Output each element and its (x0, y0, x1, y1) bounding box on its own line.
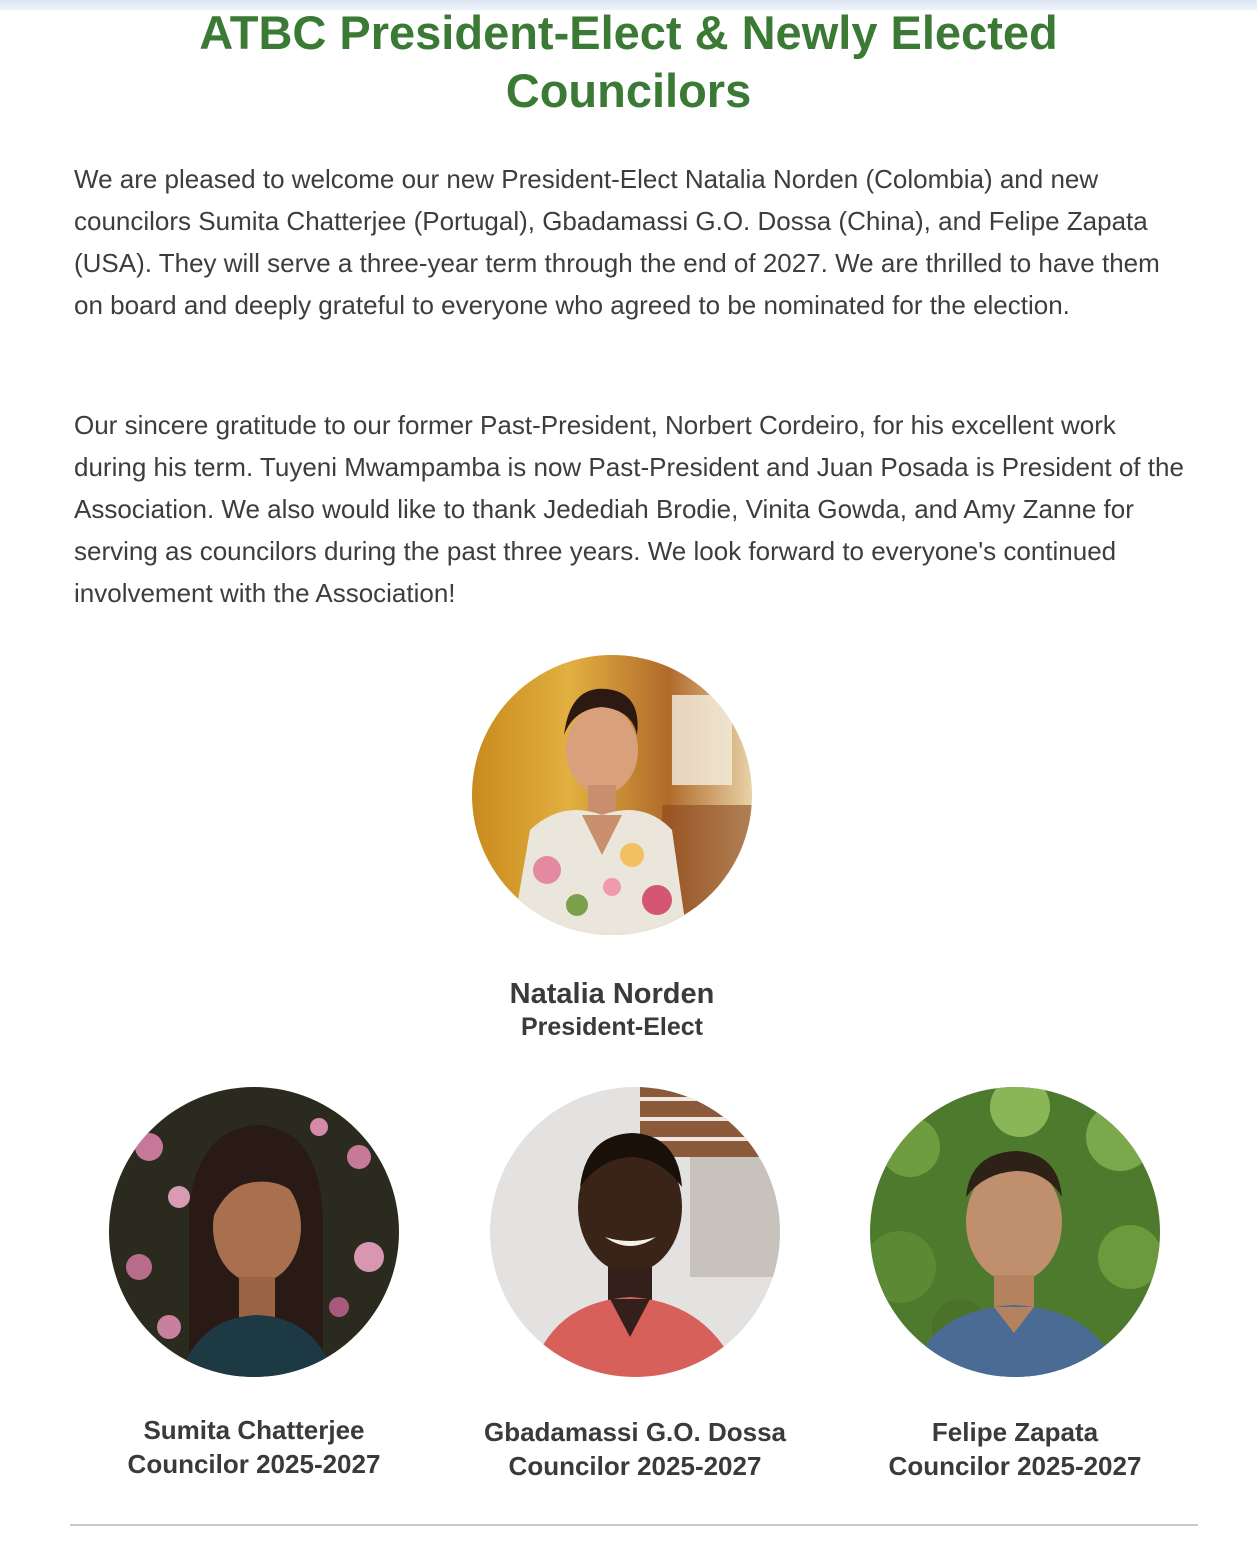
portrait-woman-flowers (109, 1087, 399, 1377)
councilor-card (74, 1087, 434, 1481)
councilor-photo (870, 1087, 1160, 1377)
portrait-man-red-polo (490, 1087, 780, 1377)
councilor-photo (490, 1087, 780, 1377)
title-line-2: Councilors (505, 64, 752, 117)
councilor-role: Councilor 2025-2027 (127, 1449, 381, 1479)
divider (70, 1524, 1198, 1526)
title-line-1: ATBC President-Elect & Newly Elected (199, 6, 1058, 59)
gratitude-paragraph: Our sincere gratitude to our former Past-President, Norbert Cordeiro, for his excellent work during his term. Tuyeni Mwampamba is now Past-President and Juan Posada is President of the Association. We also would like to thank Jedediah Brodie, Vinita Gowda, and Amy Zanne for serving as councilors during the past three years. We look forward to everyone's continued involvement with the Association! (74, 410, 1184, 608)
councilor-card (835, 1087, 1195, 1483)
page-title (0, 4, 1257, 120)
councilor-photo (109, 1087, 399, 1377)
councilor-name: Gbadamassi G.O. Dossa (483, 1417, 786, 1447)
councilor-role: Councilor 2025-2027 (888, 1451, 1142, 1481)
president-elect-name: Natalia Norden (509, 978, 715, 1010)
portrait-man-foliage (870, 1087, 1160, 1377)
president-elect-role: President-Elect (520, 1013, 703, 1041)
councilor-name: Felipe Zapata (931, 1417, 1099, 1447)
portrait-woman-floral-shirt (472, 655, 752, 935)
councilor-role: Councilor 2025-2027 (508, 1451, 762, 1481)
intro-paragraph: We are pleased to welcome our new President-Elect Natalia Norden (Colombia) and new councilors Sumita Chatterjee (Portugal), Gbadamassi G.O. Dossa (China), and Felipe Zapata (USA). They will serve a three-year term through the end of 2027. We are thrilled to have them on board and deeply grateful to everyone who agreed to be nominated for the election. (74, 164, 1160, 320)
president-elect-card (412, 655, 812, 1043)
councilor-card (455, 1087, 815, 1483)
councilor-name: Sumita Chatterjee (143, 1415, 365, 1445)
president-elect-photo (472, 655, 752, 935)
